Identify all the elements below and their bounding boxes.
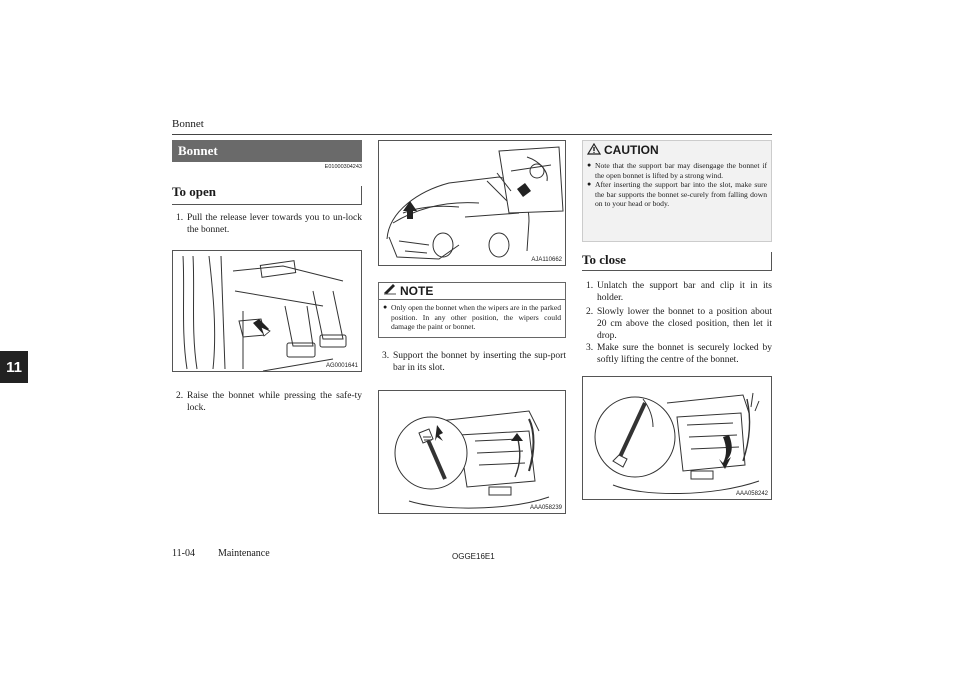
subheading-to-close: To close (582, 252, 626, 267)
subheading-tick (771, 252, 772, 270)
caution-box (582, 140, 772, 242)
filled-circle-icon: ● (587, 180, 592, 189)
caution-item: ● After inserting the support bar into the slot, make sure the bar supports the bonnet se-curely from falling down on to your head or body. (587, 180, 767, 209)
figure-safety-lock (378, 140, 566, 266)
caution-item: ● Note that the support bar may disengage the bonnet if the open bonnet is lifted by a strong wind. (587, 161, 767, 180)
note-header: NOTE (379, 283, 565, 300)
close-step-3: 3. Make sure the bonnet is securely locked by softly lifting the centre of the bonnet. (586, 343, 772, 365)
figure-code: AAA058242 (735, 491, 768, 497)
filled-circle-icon: ● (587, 161, 592, 169)
page-number: 11-04 (172, 548, 195, 559)
note-box (378, 282, 566, 338)
subheading-rule (582, 270, 772, 271)
note-item: ● Only open the bonnet when the wipers are in the parked position. In any other position, the wipers could damage the paint or bonnet. (383, 303, 561, 332)
warning-triangle-icon (587, 143, 601, 158)
close-step-2: 2. Slowly lower the bonnet to a position about 20 cm above the closed position, then let it drop. (586, 307, 772, 341)
open-step-1: 1. Pull the release lever towards you to un-lock the bonnet. (176, 213, 362, 235)
close-step-1: 1. Unlatch the support bar and clip it in its holder. (586, 281, 772, 303)
open-step-3: 3. Support the bonnet by inserting the sup-port bar in its slot. (382, 351, 566, 373)
filled-circle-icon: ● (383, 303, 388, 311)
figure-support-bar-release (582, 376, 772, 500)
figure-code: AAA058239 (529, 505, 562, 511)
subheading-rule (172, 204, 362, 205)
section-code: E01000304243 (324, 164, 362, 170)
subheading-tick (361, 186, 362, 204)
figure-release-lever (172, 250, 362, 372)
caution-header: CAUTION (583, 141, 771, 159)
figure-code: AJA110662 (531, 257, 562, 263)
header-rule (172, 134, 772, 135)
figure-support-bar-insert (378, 390, 566, 514)
note-pencil-icon (383, 284, 397, 298)
figure-code: AG0001641 (325, 363, 358, 369)
running-header: Bonnet (172, 118, 204, 130)
section-banner: Bonnet (172, 140, 362, 162)
open-step-2: 2. Raise the bonnet while pressing the safe-ty lock. (176, 391, 362, 413)
footer-chapter: Maintenance (218, 548, 270, 559)
chapter-tab[interactable]: 11 (0, 351, 28, 383)
subheading-to-open: To open (172, 184, 216, 199)
footer-doc-code: OGGE16E1 (452, 552, 495, 561)
